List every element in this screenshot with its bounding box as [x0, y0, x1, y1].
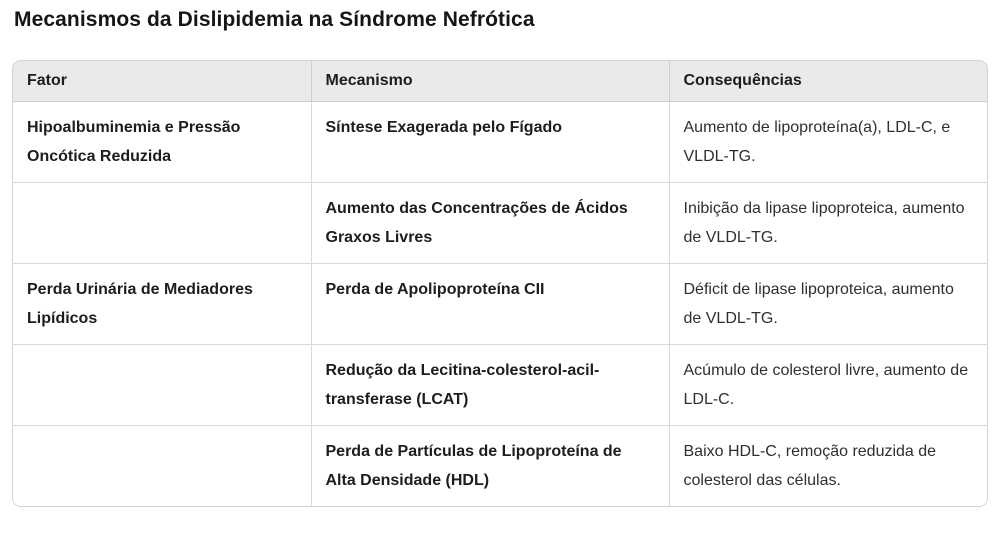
mechanisms-table-container: [12, 60, 988, 507]
table-row: [13, 263, 988, 344]
table-row: [13, 182, 988, 263]
table-body: [13, 101, 988, 506]
cell-mecanismo: Aumento das Concentrações de Ácidos Graxos Livres: [311, 182, 669, 263]
cell-consequencias: Acúmulo de colesterol livre, aumento de LDL-C.: [669, 344, 988, 425]
cell-mecanismo: Perda de Partículas de Lipoproteína de Alta Densidade (HDL): [311, 425, 669, 506]
column-header-mecanismo: Mecanismo: [311, 61, 669, 101]
cell-consequencias: Inibição da lipase lipoproteica, aumento de VLDL-TG.: [669, 182, 988, 263]
table-row: [13, 101, 988, 182]
cell-mecanismo: Perda de Apolipoproteína CII: [311, 263, 669, 344]
cell-mecanismo: Síntese Exagerada pelo Fígado: [311, 101, 669, 182]
cell-fator: Perda Urinária de Mediadores Lipídicos: [13, 263, 311, 344]
page-title: Mecanismos da Dislipidemia na Síndrome Nefrótica: [14, 8, 535, 31]
cell-mecanismo: Redução da Lecitina-colesterol-acil-transferase (LCAT): [311, 344, 669, 425]
column-header-fator: Fator: [13, 61, 311, 101]
cell-fator: Hipoalbuminemia e Pressão Oncótica Reduzida: [13, 101, 311, 182]
cell-fator: [13, 344, 311, 425]
cell-consequencias: Déficit de lipase lipoproteica, aumento de VLDL-TG.: [669, 263, 988, 344]
cell-fator: [13, 182, 311, 263]
table-row: [13, 344, 988, 425]
cell-fator: [13, 425, 311, 506]
cell-consequencias: Baixo HDL-C, remoção reduzida de colesterol das células.: [669, 425, 988, 506]
cell-consequencias: Aumento de lipoproteína(a), LDL-C, e VLDL-TG.: [669, 101, 988, 182]
table-header: [13, 61, 988, 101]
table-row: [13, 425, 988, 506]
header-row: [13, 61, 988, 101]
column-header-consequencias: Consequências: [669, 61, 988, 101]
mechanisms-table: [13, 61, 988, 506]
